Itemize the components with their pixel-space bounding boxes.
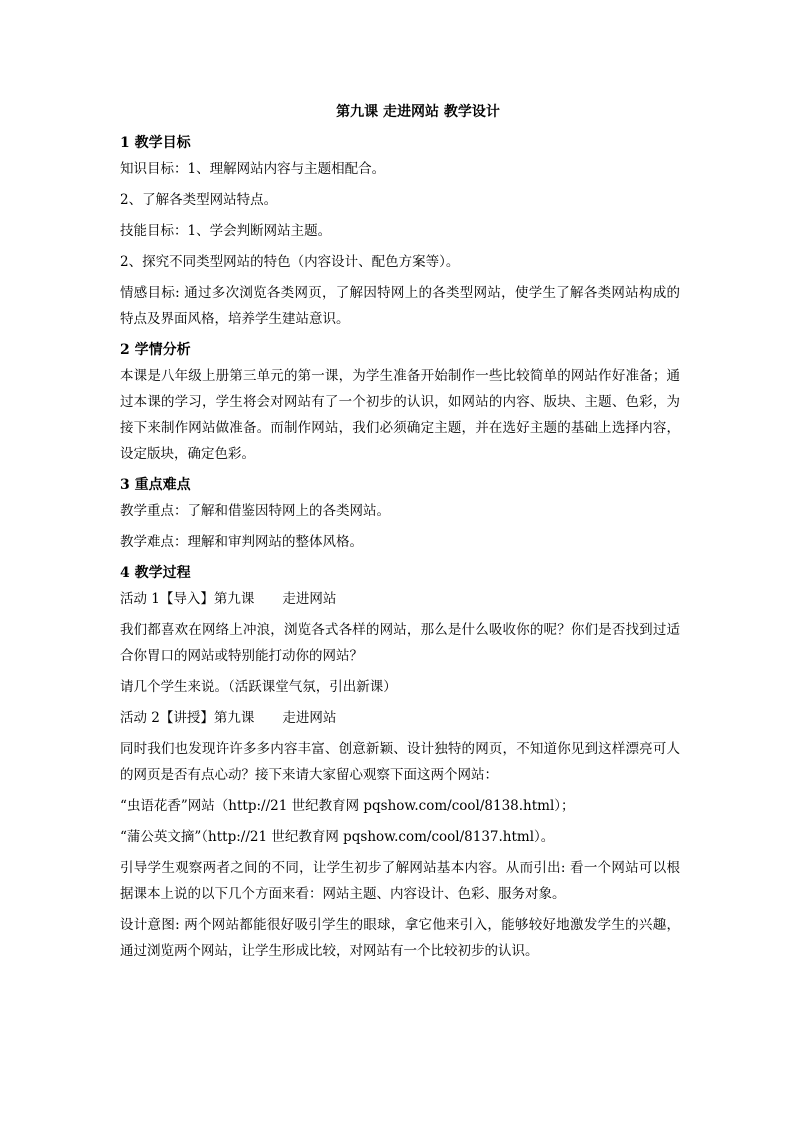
document-page [120, 100, 680, 969]
activity-label: 活动 1【导入】第九课 [120, 591, 255, 607]
document-title: 第九课 走进网站 教学设计 [336, 104, 500, 120]
activity-line [120, 705, 680, 731]
paragraph: 我们都喜欢在网络上冲浪，浏览各式各样的网站，那么是什么吸收你的呢？你们是否找到过适合你胃口的网站或特别能打动你的网站？ [120, 622, 680, 664]
paragraph: 情感目标: 通过多次浏览各类网页，了解因特网上的各类型网站，使学生了解各类网站构成的特点及界面风格，培养学生建站意识。 [120, 285, 680, 327]
paragraph: 设计意图: 两个网站都能很好吸引学生的眼球，拿它他来引入，能够较好地激发学生的兴趣，通过浏览两个网站，让学生形成比较，对网站有一个比较初步的认识。 [120, 917, 680, 959]
paragraph: 2、探究不同类型网站的特色（内容设计、配色方案等）。 [120, 254, 460, 270]
paragraph: 2、了解各类型网站特点。 [120, 192, 278, 208]
paragraph: 本课是八年级上册第三单元的第一课，为学生准备开始制作一些比较简单的网站作好准备；通过本课的学习，学生将会对网站有了一个初步的认识，如网站的内容、版块、主题、色彩，为接下来制作网站做准备。而制作网站，我们必须确定主题，并在选好主题的基础上选择内容，设定版块，确定色彩。 [120, 368, 680, 462]
activity-topic: 走进网站 [282, 710, 337, 726]
paragraph: 技能目标：1、学会判断网站主题。 [120, 223, 332, 239]
paragraph: 引导学生观察两者之间的不同，让学生初步了解网站基本内容。从而引出: 看一个网站可以根据课本上说的以下几个方面来看：网站主题、内容设计、色彩、服务对象。 [120, 860, 680, 902]
paragraph: 知识目标：1、理解网站内容与主题相配合。 [120, 161, 386, 177]
section-heading-process: 4 教学过程 [120, 565, 191, 581]
paragraph: “蒲公英文摘”（http://21 世纪教育网 pqshow.com/cool/8137.html）。 [120, 829, 555, 845]
section-heading-key-points: 3 重点难点 [120, 477, 191, 493]
paragraph: “虫语花香”网站（http://21 世纪教育网 pqshow.com/cool/8138.html）； [120, 798, 575, 814]
paragraph: 请几个学生来说。（活跃课堂气氛，引出新课） [120, 679, 397, 695]
section-heading-analysis: 2 学情分析 [120, 342, 191, 358]
activity-line [120, 586, 680, 612]
paragraph: 教学难点：理解和审判网站的整体风格。 [120, 534, 363, 550]
paragraph: 教学重点：了解和借鉴因特网上的各类网站。 [120, 503, 390, 519]
section-heading-objectives: 1 教学目标 [120, 135, 191, 151]
activity-topic: 走进网站 [282, 591, 337, 607]
activity-label: 活动 2【讲授】第九课 [120, 710, 255, 726]
paragraph: 同时我们也发现许许多多内容丰富、创意新颖、设计独特的网页，不知道你见到这样漂亮可人的网页是否有点心动？接下来请大家留心观察下面这两个网站： [120, 741, 680, 783]
